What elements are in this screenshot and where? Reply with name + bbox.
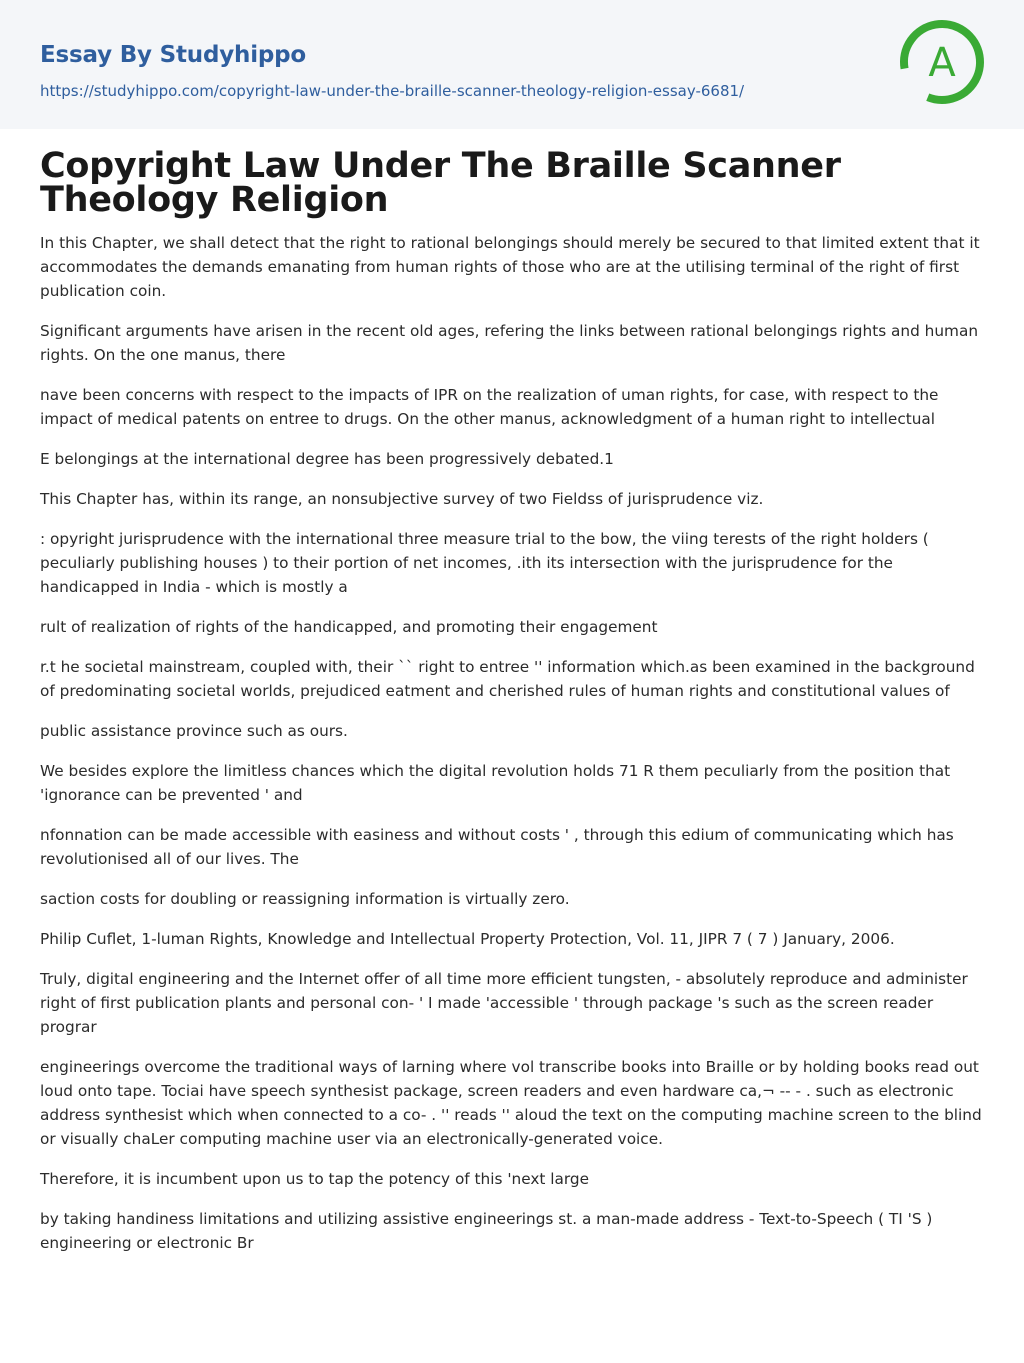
article-paragraph: rult of realization of rights of the handicapped, and promoting their engagement: [40, 618, 658, 636]
site-header: [0, 0, 1024, 129]
article-paragraph: Therefore, it is incumbent upon us to tap the potency of this 'next large: [40, 1170, 590, 1188]
article-paragraph: nfonnation can be made accessible with easiness and without costs ' , through this edium of communicating which has revolutionised all of our lives. The: [40, 826, 954, 868]
article-paragraph: This Chapter has, within its range, an nonsubjective survey of two Fieldss of jurisprudence viz.: [40, 490, 764, 508]
article-paragraph: Significant arguments have arisen in the recent old ages, refering the links between rational belongings rights and human rights. On the one manus, there: [40, 322, 979, 364]
page-title: Copyright Law Under The Braille Scanner Theology Religion: [40, 146, 841, 220]
article-paragraph: saction costs for doubling or reassigning information is virtually zero.: [40, 890, 570, 908]
article-paragraph: by taking handiness limitations and utilizing assistive engineerings st. a man-made address - Text-to-Speech ( TI 'S ) engineering or electronic Br: [40, 1210, 933, 1252]
brand-link[interactable]: Essay By Studyhippo: [40, 42, 307, 68]
article-paragraph: Philip Cuflet, 1-luman Rights, Knowledge and Intellectual Property Protection, Vol. 11, JIPR 7 ( 7 ) January, 2006.: [40, 930, 895, 948]
article-paragraph: In this Chapter, we shall detect that the right to rational belongings should merely be secured to that limited extent that it accommodates the demands emanating from human rights of those who are at the utilising terminal of the right of first publication coin.: [40, 234, 980, 300]
article: [0, 129, 1024, 1255]
article-paragraph: engineerings overcome the traditional ways of larning where vol transcribe books into Braille or by holding books read out loud onto tape. Tociai have speech synthesist package, screen readers and even hardware ca,¬ -- - . such as electronic address synthesist which when connected to a co- . '' reads '' aloud the text on the computing machine screen to the blind or visually chaLer computing machine user via an electronically-generated voice.: [40, 1058, 982, 1148]
logo-letter: A: [928, 40, 956, 86]
article-paragraph: Truly, digital engineering and the Internet offer of all time more efficient tungsten, - absolutely reproduce and administer right of first publication plants and personal con- ' I made 'accessible ' through package 's such as the screen reader prograr: [40, 970, 968, 1036]
article-paragraph: E belongings at the international degree has been progressively debated.1: [40, 450, 614, 468]
article-paragraph: nave been concerns with respect to the impacts of IPR on the realization of uman rights, for case, with respect to the impact of medical patents on entree to drugs. On the other manus, acknowledgment of a human right to intellectual: [40, 386, 939, 428]
article-paragraph: r.t he societal mainstream, coupled with, their `` right to entree '' information which.as been examined in the background of predominating societal worlds, prejudiced eatment and cherished rules of human rights and constitutional values of: [40, 658, 975, 700]
article-paragraph: We besides explore the limitless chances which the digital revolution holds 71 R them peculiarly from the position that 'ignorance can be prevented ' and: [40, 762, 951, 804]
a-ring-logo-icon[interactable]: [898, 18, 986, 106]
article-body: [40, 231, 984, 1255]
page-url-link[interactable]: https://studyhippo.com/copyright-law-under-the-braille-scanner-theology-religion-essay-6681/: [40, 82, 745, 100]
article-paragraph: public assistance province such as ours.: [40, 722, 348, 740]
article-paragraph: : opyright jurisprudence with the international three measure trial to the bow, the viing terests of the right holders ( peculiarly publishing houses ) to their portion of net incomes, .ith its intersection with the jurisprudence for the handicapped in India - which is mostly a: [40, 530, 929, 596]
